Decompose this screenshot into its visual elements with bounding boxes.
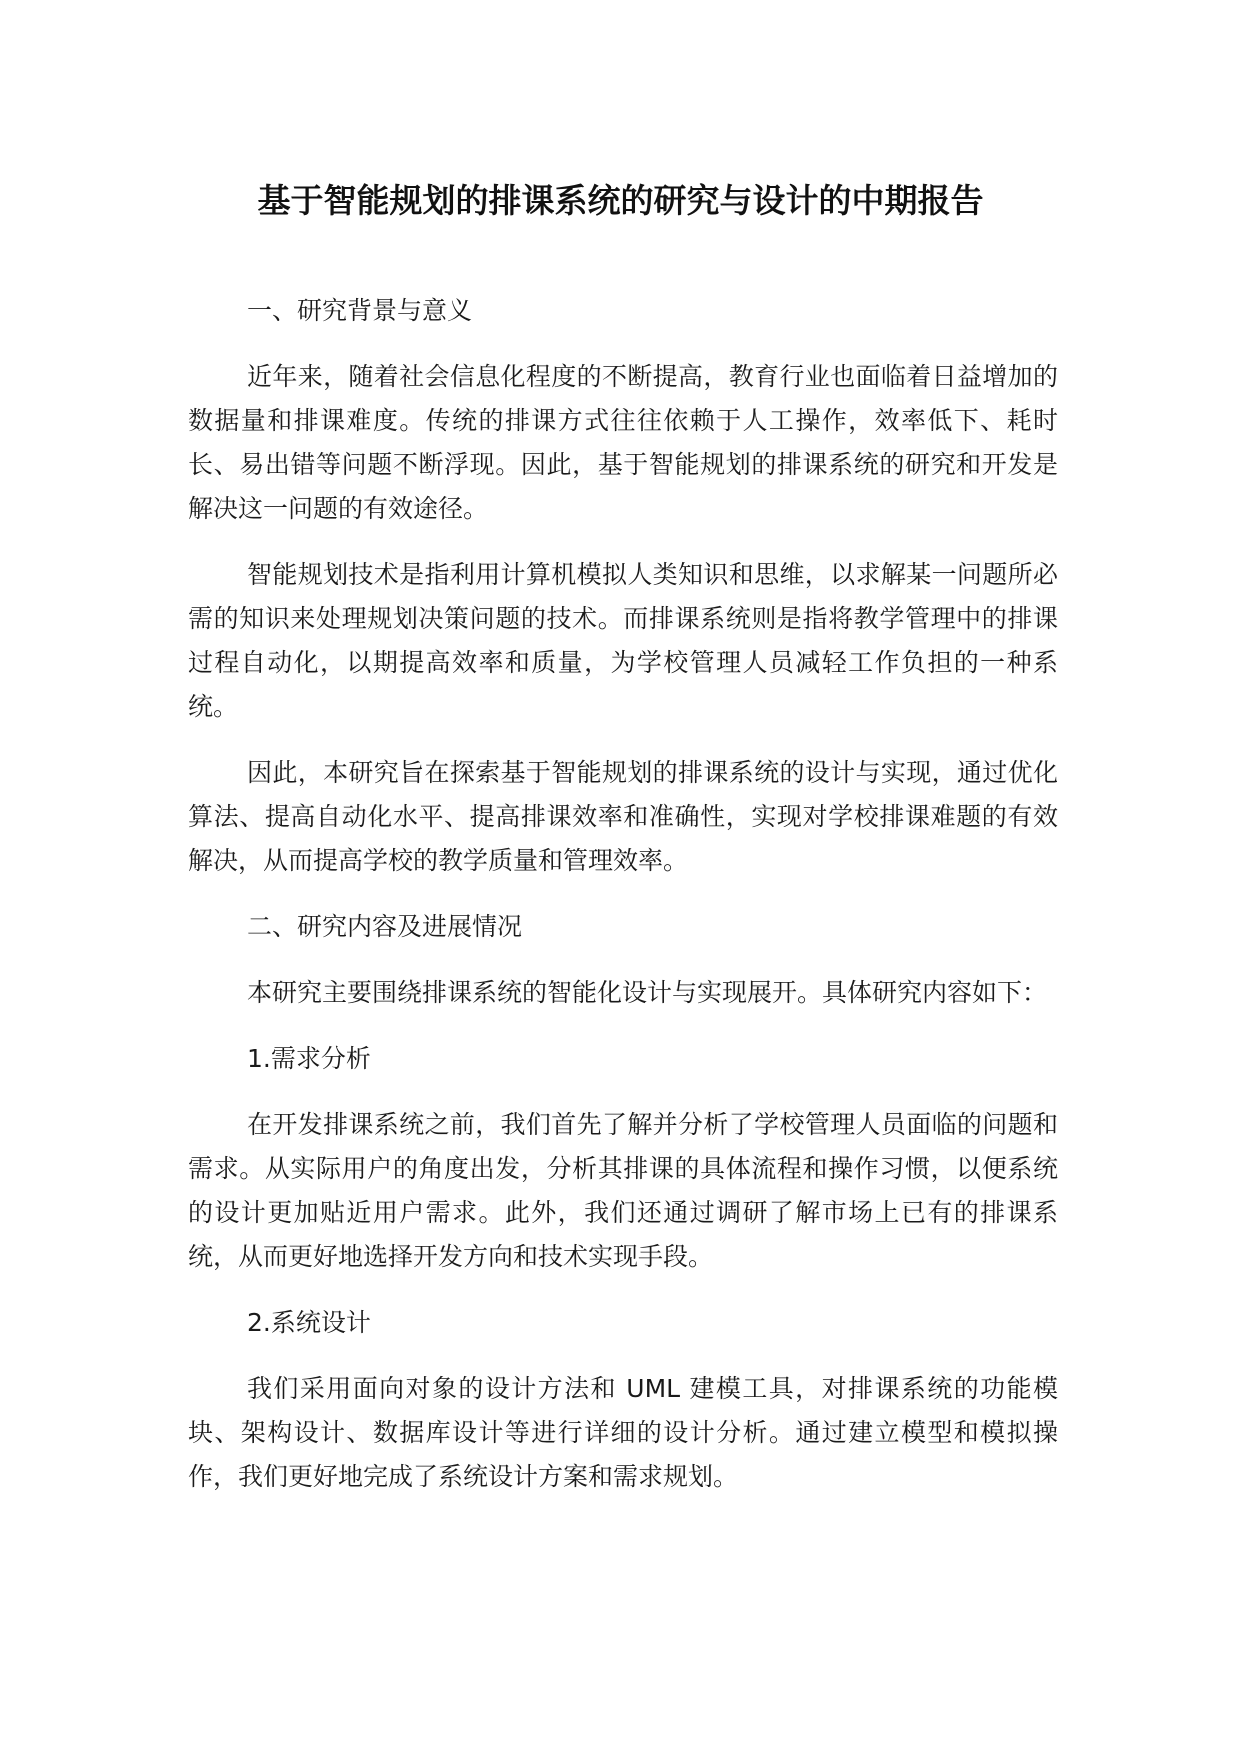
paragraph: 本研究主要围绕排课系统的智能化设计与实现展开。具体研究内容如下：: [247, 978, 1048, 1007]
document-title: 基于智能规划的排课系统的研究与设计的中期报告: [257, 181, 984, 220]
paragraph: 我们采用面向对象的设计方法和 UML 建模工具，对排课系统的功能模块、架构设计、数据库设计等进行详细的设计分析。通过建立模型和模拟操作，我们更好地完成了系统设计方案和需求规划。: [188, 1374, 1058, 1491]
paragraph: 近年来，随着社会信息化程度的不断提高，教育行业也面临着日益增加的数据量和排课难度。传统的排课方式往往依赖于人工操作，效率低下、耗时长、易出错等问题不断浮现。因此，基于智能规划的排课系统的研究和开发是解决这一问题的有效途径。: [188, 362, 1058, 523]
subsection-heading-requirements: 1.需求分析: [247, 1044, 371, 1073]
subsection-heading-system-design: 2.系统设计: [247, 1308, 371, 1337]
paragraph: 在开发排课系统之前，我们首先了解并分析了学校管理人员面临的问题和需求。从实际用户的角度出发，分析其排课的具体流程和操作习惯，以便系统的设计更加贴近用户需求。此外，我们还通过调研了解市场上已有的排课系统，从而更好地选择开发方向和技术实现手段。: [188, 1110, 1058, 1271]
section-heading-background: 一、研究背景与意义: [247, 296, 473, 325]
paragraph: 因此，本研究旨在探索基于智能规划的排课系统的设计与实现，通过优化算法、提高自动化水平、提高排课效率和准确性，实现对学校排课难题的有效解决，从而提高学校的教学质量和管理效率。: [188, 758, 1058, 875]
paragraph: 智能规划技术是指利用计算机模拟人类知识和思维，以求解某一问题所必需的知识来处理规划决策问题的技术。而排课系统则是指将教学管理中的排课过程自动化，以期提高效率和质量，为学校管理人员减轻工作负担的一种系统。: [188, 560, 1058, 721]
section-heading-content: 二、研究内容及进展情况: [247, 912, 523, 941]
document-body: [188, 289, 1058, 1521]
